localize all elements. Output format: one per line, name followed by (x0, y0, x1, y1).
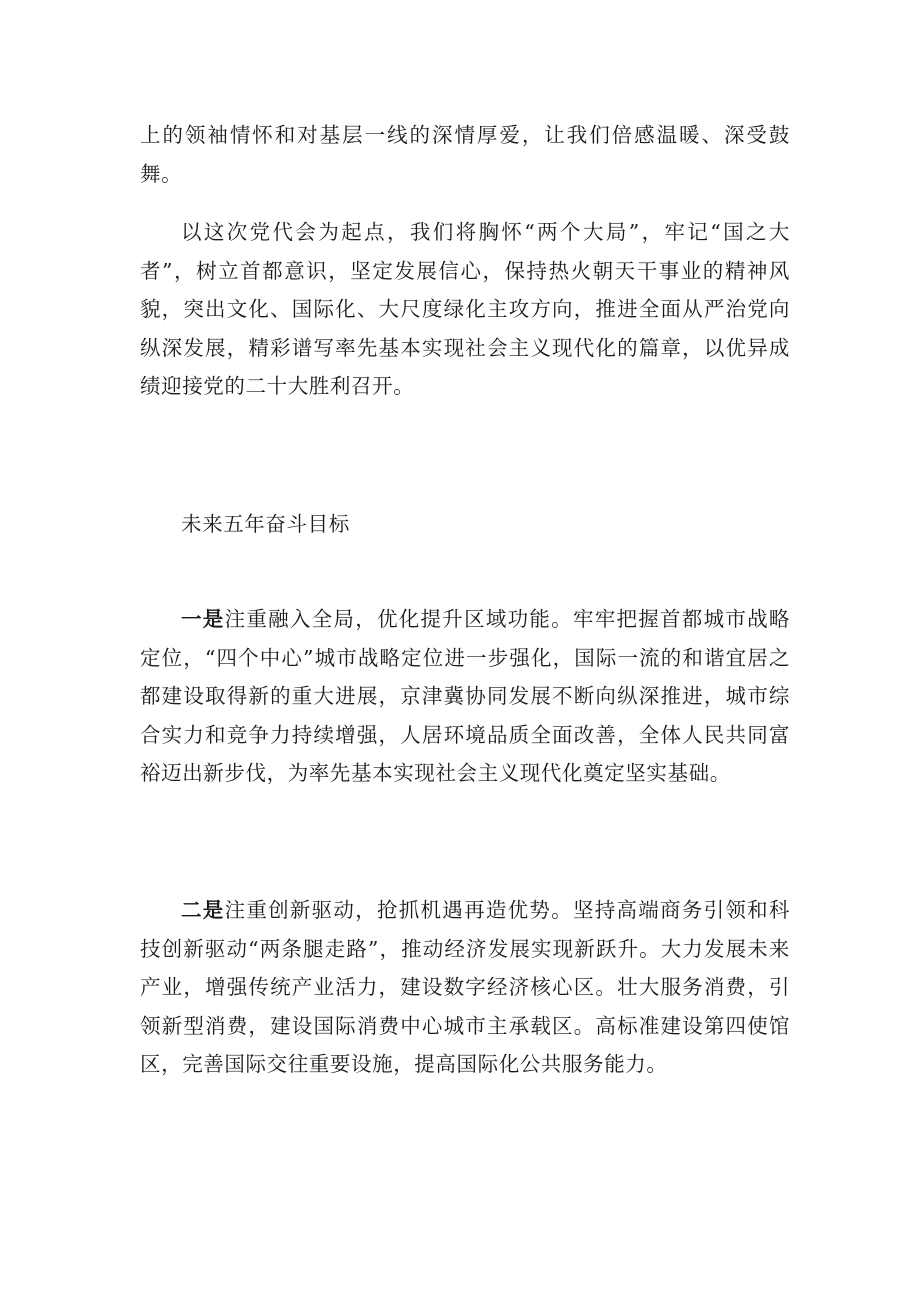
goal-lead-1: 一是 (181, 607, 225, 631)
goal-paragraph-1 (140, 600, 790, 793)
paragraph-party-congress: 以这次党代会为起点，我们将胸怀“两个大局”，牢记“国之大者”，树立首都意识，坚定发展信心，保持热火朝天干事业的精神风貌，突出文化、国际化、大尺度绿化主攻方向，推进全面从严治党向纵深发展，精彩谱写率先基本实现社会主义现代化的篇章，以优异成绩迎接党的二十大胜利召开。 (140, 220, 790, 398)
goal-lead-2: 二是 (181, 898, 225, 922)
goal-text-2: 注重创新驱动，抢抓机遇再造优势。坚持高端商务引领和科技创新驱动“两条腿走路”，推动经济发展实现新跃升。大力发展未来产业，增强传统产业活力，建设数字经济核心区。壮大服务消费，引领新型消费，建设国际消费中心城市主承载区。高标准建设第四使馆区，完善国际交往重要设施，提高国际化公共服务能力。 (140, 898, 791, 1076)
goal-paragraph-2 (140, 891, 790, 1084)
goal-text-1: 注重融入全局，优化提升区域功能。牢牢把握首都城市战略定位，“四个中心”城市战略定位进一步强化，国际一流的和谐宜居之都建设取得新的重大进展，京津冀协同发展不断向纵深推进，城市综合实力和竞争力持续增强，人居环境品质全面改善，全体人民共同富裕迈出新步伐，为率先基本实现社会主义现代化奠定坚实基础。 (140, 607, 791, 785)
section-heading: 未来五年奋斗目标 (181, 512, 350, 536)
paragraph-continuation: 上的领袖情怀和对基层一线的深情厚爱，让我们倍感温暖、深受鼓舞。 (140, 123, 790, 186)
